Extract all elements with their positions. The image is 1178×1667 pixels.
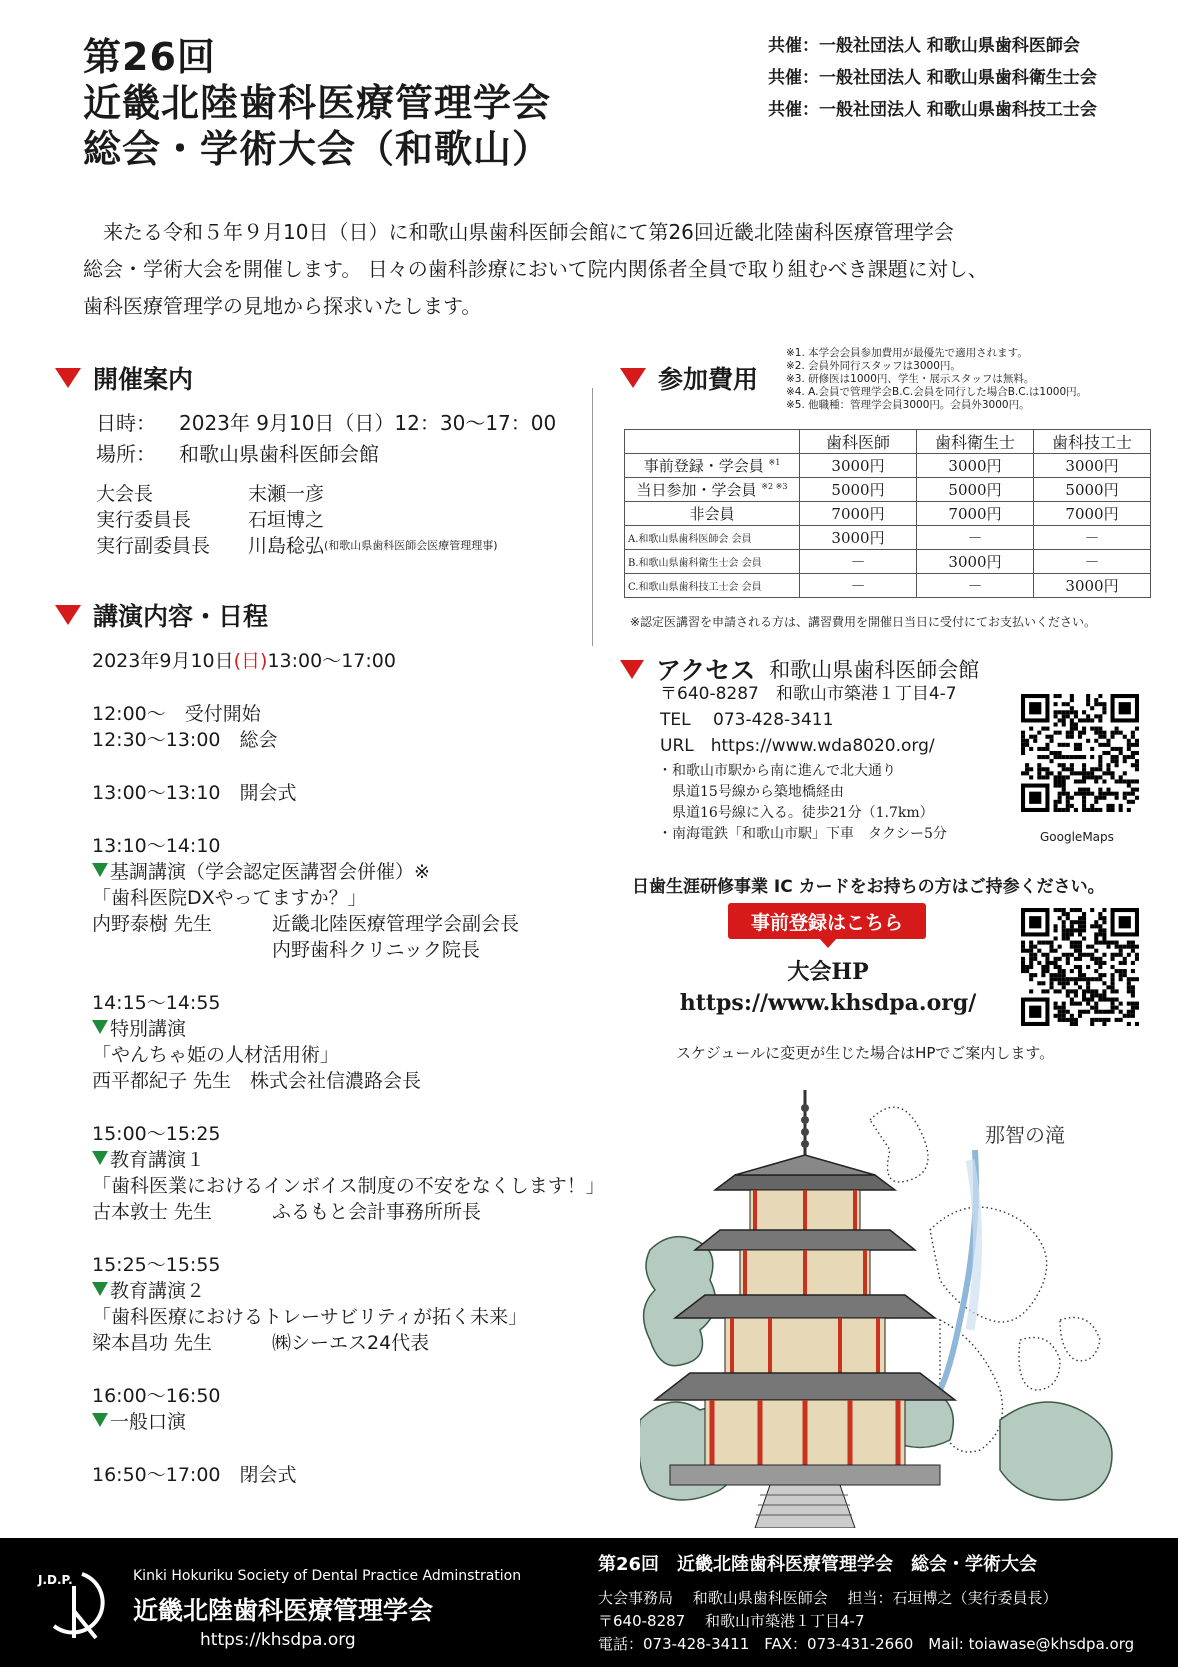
schedule-date-time: 13:00～17:00 [267, 650, 396, 672]
table-cell: － [800, 550, 917, 574]
edu2-speaker-row [92, 1330, 652, 1356]
edu2-speaker: 梁本昌功 先生 [92, 1332, 213, 1354]
footer [0, 1538, 1178, 1667]
keynote-affiliation-2: 内野歯科クリニック院長 [272, 939, 480, 961]
co-sponsors [768, 30, 1097, 126]
column-header: 歯科医師 [800, 430, 917, 454]
illustration-caption: 那智の滝 [985, 1123, 1065, 1147]
table-cell: 5000円 [917, 478, 1034, 502]
access-postal: 〒640-8287 和歌山市築港１丁目4-7 [660, 684, 957, 704]
officer-role: 実行副委員長 [96, 535, 211, 557]
table-cell: 3000円 [917, 550, 1034, 574]
keynote-title: 「歯科医院DXやってますか？」 [92, 887, 367, 909]
edu1-type-text: 教育講演１ [110, 1149, 206, 1171]
schedule-closing: 16:50～17:00 閉会式 [92, 1464, 297, 1486]
oral-type [92, 1409, 652, 1435]
special-type-text: 特別講演 [110, 1018, 187, 1040]
officer-note: (和歌山県歯科医師会医療管理理事) [324, 539, 498, 552]
jdp-logo-icon [34, 1566, 114, 1646]
schedule-date-day: (日) [233, 650, 268, 672]
keynote-speaker-row [92, 911, 652, 937]
special-speaker: 西平都紀子 先生 株式会社信濃路会長 [92, 1070, 422, 1092]
schedule-change-note: スケジュールに変更が生じた場合はHPでご案内します。 [676, 1044, 1055, 1062]
hp-label: 大会HP [787, 959, 869, 985]
red-triangle-icon [620, 660, 644, 679]
keynote-time: 13:10～14:10 [92, 835, 221, 857]
intro-line-2: 総会・学術大会を開催します。 日々の歯科診療において院内関係者全員で取り組むべき課題に対し、 [83, 257, 988, 281]
venue-value: 和歌山県歯科医師会館 [179, 442, 379, 466]
access-directions [658, 761, 947, 845]
fee-notes [786, 347, 1087, 412]
fee-table [624, 429, 1151, 598]
footer-org-url[interactable]: https://khsdpa.org [200, 1630, 356, 1650]
row-label: C.和歌山県歯科技工士会 会員 [625, 574, 800, 598]
venue-label: 場所： [96, 442, 156, 466]
table-corner [625, 430, 800, 454]
title-line-1: 第26回 [83, 35, 216, 79]
fee-note: ※5. 他職種：管理学会員3000円。会員外3000円。 [786, 399, 1030, 411]
officer-name: 石垣博之 [248, 509, 325, 531]
keynote-affiliation-1: 近畿北陸医療管理学会副会長 [272, 913, 520, 935]
keynote-type-text: 基調講演（学会認定医講習会併催）※ [110, 861, 430, 883]
officer-role: 実行委員長 [96, 509, 192, 531]
fee-note: ※2. 会員外同行スタッフは3000円。 [786, 360, 961, 372]
table-cell: 7000円 [1034, 502, 1151, 526]
sponsor-1: 共催：一般社団法人 和歌山県歯科医師会 [768, 36, 1080, 56]
table-row [625, 502, 1151, 526]
officers-list [96, 481, 498, 559]
green-triangle-icon [92, 863, 108, 877]
footer-office: 大会事務局 和歌山県歯科医師会 担当：石垣博之（実行委員長） [598, 1589, 1058, 1607]
pre-registration-button[interactable]: 事前登録はこちら [728, 903, 926, 939]
intro-line-1: 来たる令和５年９月10日（日）に和歌山県歯科医師会館にて第26回近畿北陸歯科医療管理学会 [83, 220, 954, 244]
edu1-time: 15:00～15:25 [92, 1123, 221, 1145]
row-label: B.和歌山県歯科衛生士会 会員 [625, 550, 800, 574]
schedule-opening: 13:00～13:10 開会式 [92, 782, 297, 804]
fee-note: ※3. 研修医は1000円、学生・展示スタッフは無料。 [786, 373, 1035, 385]
green-triangle-icon [92, 1151, 108, 1165]
pagoda-waterfall-illustration [640, 1090, 1140, 1528]
table-cell: 5000円 [800, 478, 917, 502]
edu2-time: 15:25～15:55 [92, 1254, 221, 1276]
sponsor-3: 共催：一般社団法人 和歌山県歯科技工士会 [768, 100, 1097, 120]
oral-time: 16:00～16:50 [92, 1385, 221, 1407]
row-label: 非会員 [625, 502, 800, 526]
event-info [96, 408, 556, 470]
green-triangle-icon [92, 1020, 108, 1034]
table-row [625, 550, 1151, 574]
fees-heading-text: 参加費用 [658, 365, 759, 394]
table-cell: 5000円 [1034, 478, 1151, 502]
footer-org-japanese: 近畿北陸歯科医療管理学会 [133, 1596, 434, 1625]
hp-url-link[interactable]: https://www.khsdpa.org/ [679, 990, 977, 1016]
edu1-speaker-row [92, 1199, 652, 1225]
edu2-title: 「歯科医療におけるトレーサビリティが拓く未来」 [92, 1306, 528, 1328]
direction-line: 県道16号線に入る。徒歩21分（1.7km） [658, 805, 934, 821]
table-cell: 3000円 [1034, 454, 1151, 478]
table-cell: 3000円 [1034, 574, 1151, 598]
keynote-affiliation-row [92, 937, 652, 963]
footer-org-english: Kinki Hokuriku Society of Dental Practice Adminstration [133, 1568, 522, 1584]
fee-note: ※1. 本学会会員参加費用が最優先で適用されます。 [786, 347, 1028, 359]
column-header: 歯科技工士 [1034, 430, 1151, 454]
table-cell: － [917, 526, 1034, 550]
ic-card-notice: 日歯生涯研修事業 IC カードをお持ちの方はご持参ください。 [632, 877, 1105, 897]
edu2-type [92, 1278, 652, 1304]
fee-footnote: ※認定医講習を申請される方は、講習費用を開催日当日に受付にてお支払いください。 [630, 615, 1097, 629]
schedule-reception: 12:00～ 受付開始 [92, 703, 261, 725]
access-details [660, 681, 957, 759]
event-heading-text: 開催案内 [93, 365, 194, 394]
table-cell: － [1034, 550, 1151, 574]
edu1-title: 「歯科医業におけるインボイス制度の不安をなくします！」 [92, 1175, 605, 1197]
title-line-3: 総会・学術大会（和歌山） [83, 127, 552, 171]
green-triangle-icon [92, 1282, 108, 1296]
fees-heading [620, 360, 758, 396]
direction-line: ・和歌山市駅から南に進んで北大通り [658, 763, 896, 779]
officer-name: 末瀬一彦 [248, 483, 325, 505]
schedule-heading-text: 講演内容・日程 [93, 602, 269, 631]
column-divider [592, 388, 593, 646]
footer-contact [598, 1587, 1134, 1656]
sponsor-2: 共催：一般社団法人 和歌山県歯科衛生士会 [768, 68, 1097, 88]
table-row [625, 526, 1151, 550]
schedule-date-text: 2023年9月10日 [92, 650, 234, 672]
date-value: 2023年 9月10日（日）12：30～17：00 [179, 411, 557, 435]
keynote-speaker: 内野泰樹 先生 [92, 913, 213, 935]
page-title [83, 34, 551, 172]
event-heading [55, 360, 193, 396]
row-label: A.和歌山県歯科医師会 会員 [625, 526, 800, 550]
officer-name: 川島稔弘 [248, 535, 325, 557]
table-row [625, 574, 1151, 598]
table-cell: － [800, 574, 917, 598]
table-row [625, 478, 1151, 502]
edu1-affiliation: ふるもと会計事務所所長 [272, 1201, 482, 1223]
footer-event-title: 第26回 近畿北陸歯科医療管理学会 総会・学術大会 [598, 1554, 1038, 1575]
access-tel: TEL 073-428-3411 [660, 710, 834, 730]
intro-line-3: 歯科医療管理学の見地から探求いたします。 [83, 294, 482, 318]
column-header: 歯科衛生士 [917, 430, 1034, 454]
green-triangle-icon [92, 1413, 108, 1427]
keynote-type [92, 859, 652, 885]
officer-role: 大会長 [96, 483, 154, 505]
table-cell: 7000円 [917, 502, 1034, 526]
fee-note: ※4. A.会員で管理学会B.C.会員を同行した場合B.C.は1000円。 [786, 386, 1088, 398]
edu2-affiliation: ㈱シーエス24代表 [272, 1332, 430, 1354]
direction-line: ・南海電鉄「和歌山市駅」下車 タクシー5分 [658, 826, 947, 842]
red-triangle-icon [55, 605, 81, 625]
oral-type-text: 一般口演 [110, 1411, 187, 1433]
schedule-list [92, 648, 652, 1488]
svg-text:J.D.P.: J.D.P. [38, 1573, 73, 1587]
direction-line: 県道15号線から築地橋経由 [658, 784, 844, 800]
edu2-type-text: 教育講演２ [110, 1280, 206, 1302]
table-row [625, 454, 1151, 478]
special-type [92, 1016, 652, 1042]
row-label: 事前登録・学会員 $^{※1}$ [625, 454, 800, 478]
schedule-heading [55, 597, 268, 633]
access-heading-text: アクセス [656, 656, 756, 685]
table-cell: 3000円 [917, 454, 1034, 478]
intro-paragraph [83, 214, 1113, 325]
table-cell: 3000円 [800, 454, 917, 478]
table-header-row [625, 430, 1151, 454]
access-venue: 和歌山県歯科医師会館 [769, 658, 980, 682]
date-label: 日時： [96, 411, 156, 435]
row-label: 当日参加・学会員 $^{※2 ※3}$ [625, 478, 800, 502]
qr-caption: GoogleMaps [1040, 830, 1114, 844]
edu1-type [92, 1147, 652, 1173]
googlemaps-qr-code[interactable] [1021, 694, 1139, 812]
red-triangle-icon [620, 368, 646, 388]
table-cell: － [1034, 526, 1151, 550]
table-cell: 7000円 [800, 502, 917, 526]
footer-contact-line: 電話：073-428-3411 FAX：073-431-2660 Mail: toiawase@khsdpa.org [598, 1635, 1135, 1653]
hp-qr-code[interactable] [1021, 908, 1139, 1026]
access-url[interactable]: URL https://www.wda8020.org/ [660, 736, 935, 756]
special-title: 「やんちゃ姫の人材活用術」 [92, 1044, 340, 1066]
title-line-2: 近畿北陸歯科医療管理学会 [83, 81, 552, 125]
red-triangle-icon [55, 368, 81, 388]
table-cell: 3000円 [800, 526, 917, 550]
table-cell: － [917, 574, 1034, 598]
schedule-general-meeting: 12:30～13:00 総会 [92, 729, 278, 751]
footer-postal: 〒640-8287 和歌山市築港１丁目4-7 [598, 1612, 865, 1630]
edu1-speaker: 古本敦士 先生 [92, 1201, 213, 1223]
special-time: 14:15～14:55 [92, 992, 221, 1014]
schedule-date [92, 648, 652, 674]
